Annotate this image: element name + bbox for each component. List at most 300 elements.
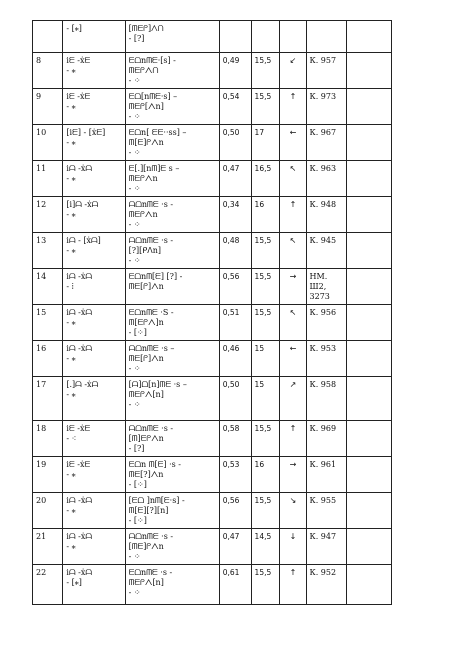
legend-line: [ᗰᗴ]ᑭᐱn bbox=[128, 542, 164, 551]
cell-weight bbox=[219, 197, 251, 233]
diameter-value: 15,5 bbox=[254, 568, 272, 577]
legend-line: [ᗰ]ᗴᑭᐱn bbox=[128, 434, 164, 443]
weight-value: 0,47 bbox=[222, 532, 240, 541]
legend-line: ᗩᗝnᗰᗴ ·s – bbox=[128, 344, 175, 353]
legend-line: ᗴᗝnᗰᗴ ·S - bbox=[128, 308, 174, 317]
legend-line: - ⁘ bbox=[128, 364, 141, 373]
cell-reference bbox=[306, 269, 347, 305]
legend-line: ᗴᗝnᗰᗴ ·s - bbox=[128, 568, 173, 577]
cell-denomination bbox=[63, 161, 125, 197]
cell-die-axis bbox=[280, 197, 306, 233]
cell-denomination bbox=[63, 89, 125, 125]
denomination-line: iᗴ -ẋᗴ bbox=[66, 92, 91, 101]
weight-value: 0,34 bbox=[222, 200, 240, 209]
die-axis-arrow-icon: ↖ bbox=[289, 164, 297, 173]
legend-line: ᗰᗴᑭ[ᐱn] bbox=[128, 102, 164, 111]
cell-weight bbox=[219, 457, 251, 493]
legend-line: ᗰᗴ[ᑭ]ᐱn bbox=[128, 282, 164, 291]
row-number: 16 bbox=[36, 344, 47, 353]
cell-weight bbox=[219, 269, 251, 305]
row-number: 10 bbox=[36, 128, 47, 137]
weight-value: 0,61 bbox=[222, 568, 240, 577]
legend-line: ᗰᗴᑭᐱ[n] bbox=[128, 578, 164, 587]
cell-die-axis bbox=[280, 377, 306, 421]
table-row bbox=[33, 377, 392, 421]
table-row bbox=[33, 305, 392, 341]
denomination-line: iᗩ -ẋᗩ bbox=[66, 344, 92, 353]
weight-value: 0,49 bbox=[222, 56, 240, 65]
cell-diameter bbox=[251, 305, 280, 341]
cell-notes bbox=[347, 21, 392, 53]
reference-line: К. 963 bbox=[309, 164, 337, 173]
cell-number bbox=[33, 341, 63, 377]
legend-line: ᗴᗝnᗰ[ᗴ] [?] - bbox=[128, 272, 183, 281]
denomination-line: - ⁎ bbox=[66, 138, 76, 147]
cell-reference bbox=[306, 493, 347, 529]
cell-die-axis bbox=[280, 457, 306, 493]
legend-line: ᗩᗝnᗰᗴ ·s - bbox=[128, 424, 174, 433]
cell-number bbox=[33, 125, 63, 161]
legend-line: ᗰ[ᗴᑭᐱ]n bbox=[128, 318, 164, 327]
reference-line: К. 957 bbox=[309, 56, 337, 65]
cell-die-axis bbox=[280, 125, 306, 161]
denomination-line: - ⁖ bbox=[66, 434, 77, 443]
diameter-value: 15,5 bbox=[254, 236, 272, 245]
cell-legend bbox=[125, 421, 219, 457]
diameter-value: 15 bbox=[254, 344, 265, 353]
row-number: 15 bbox=[36, 308, 47, 317]
cell-notes bbox=[347, 421, 392, 457]
cell-legend bbox=[125, 161, 219, 197]
row-number: 22 bbox=[36, 568, 47, 577]
cell-number bbox=[33, 421, 63, 457]
denomination-line: iᗩ -ẋᗩ bbox=[66, 532, 92, 541]
cell-diameter bbox=[251, 53, 280, 89]
cell-number bbox=[33, 493, 63, 529]
cell-denomination bbox=[63, 529, 125, 565]
cell-reference bbox=[306, 125, 347, 161]
row-number: 11 bbox=[36, 164, 47, 173]
cell-weight bbox=[219, 125, 251, 161]
weight-value: 0,48 bbox=[222, 236, 240, 245]
reference-line: К. 967 bbox=[309, 128, 337, 137]
reference-line: К. 958 bbox=[309, 380, 337, 389]
cell-reference bbox=[306, 529, 347, 565]
reference-line: К. 969 bbox=[309, 424, 337, 433]
denomination-line: - ⁞ bbox=[66, 282, 74, 291]
cell-weight bbox=[219, 305, 251, 341]
legend-line: ᗴᗝnᗰᗴ·[s] - bbox=[128, 56, 176, 65]
cell-denomination bbox=[63, 493, 125, 529]
cell-weight bbox=[219, 529, 251, 565]
cell-number bbox=[33, 565, 63, 605]
cell-die-axis bbox=[280, 529, 306, 565]
cell-die-axis bbox=[280, 341, 306, 377]
cell-legend bbox=[125, 53, 219, 89]
legend-line: ᗰᗴᑭᐱᑎ bbox=[128, 66, 159, 75]
legend-line: - [?] bbox=[128, 444, 145, 453]
legend-line: [ᗰᗴᑭ]⋀ᑎ bbox=[128, 24, 164, 33]
table-row bbox=[33, 341, 392, 377]
legend-line: ᗩᗝnᗰᗴ ·s - bbox=[128, 200, 174, 209]
legend-line: - [⁘] bbox=[128, 480, 147, 489]
cell-notes bbox=[347, 565, 392, 605]
legend-line: - [?] bbox=[128, 34, 145, 43]
denomination-line: iᗴ -ẋᗴ bbox=[66, 460, 91, 469]
cell-diameter bbox=[251, 197, 280, 233]
cell-reference bbox=[306, 377, 347, 421]
cell-notes bbox=[347, 161, 392, 197]
table-row bbox=[33, 233, 392, 269]
diameter-value: 16 bbox=[254, 200, 265, 209]
reference-line: К. 973 bbox=[309, 92, 337, 101]
cell-diameter bbox=[251, 89, 280, 125]
denomination-line: - ⁎ bbox=[66, 102, 76, 111]
cell-diameter bbox=[251, 341, 280, 377]
cell-diameter bbox=[251, 233, 280, 269]
cell-notes bbox=[347, 197, 392, 233]
diameter-value: 14,5 bbox=[254, 532, 272, 541]
weight-value: 0,50 bbox=[222, 128, 240, 137]
cell-reference bbox=[306, 197, 347, 233]
cell-die-axis bbox=[280, 233, 306, 269]
cell-legend bbox=[125, 305, 219, 341]
legend-line: [ᗩ]ᗝ[n]ᗰᗴ ·s – bbox=[128, 380, 187, 389]
cell-reference bbox=[306, 89, 347, 125]
row-number: 14 bbox=[36, 272, 47, 281]
cell-number bbox=[33, 233, 63, 269]
denomination-line: - ⁎ bbox=[66, 66, 76, 75]
cell-die-axis bbox=[280, 53, 306, 89]
denomination-line: - ⁎ bbox=[66, 470, 76, 479]
cell-weight bbox=[219, 53, 251, 89]
cell-reference bbox=[306, 421, 347, 457]
cell-number bbox=[33, 21, 63, 53]
denomination-line: - ⁎ bbox=[66, 506, 76, 515]
legend-line: ᗩᗝnᗰᗴ ·s - bbox=[128, 236, 174, 245]
cell-notes bbox=[347, 89, 392, 125]
cell-legend bbox=[125, 21, 219, 53]
cell-reference bbox=[306, 341, 347, 377]
row-number: 19 bbox=[36, 460, 47, 469]
table-row bbox=[33, 21, 392, 53]
cell-diameter bbox=[251, 421, 280, 457]
denomination-line: - ⁎ bbox=[66, 246, 76, 255]
legend-line: - ⁘ bbox=[128, 552, 141, 561]
diameter-value: 15,5 bbox=[254, 424, 272, 433]
die-axis-arrow-icon: ↑ bbox=[289, 200, 297, 209]
reference-line: К. 956 bbox=[309, 308, 337, 317]
cell-legend bbox=[125, 269, 219, 305]
cell-die-axis bbox=[280, 161, 306, 197]
denomination-line: iᗴ -ẋᗴ bbox=[66, 424, 91, 433]
weight-value: 0,53 bbox=[222, 460, 240, 469]
cell-notes bbox=[347, 233, 392, 269]
denomination-line: - ⁎ bbox=[66, 354, 76, 363]
cell-notes bbox=[347, 457, 392, 493]
weight-value: 0,50 bbox=[222, 380, 240, 389]
cell-notes bbox=[347, 341, 392, 377]
legend-line: - [⁘] bbox=[128, 516, 147, 525]
cell-number bbox=[33, 197, 63, 233]
cell-legend bbox=[125, 125, 219, 161]
cell-denomination bbox=[63, 21, 125, 53]
legend-line: ᗰᗴᑭᐱn bbox=[128, 210, 158, 219]
cell-reference bbox=[306, 21, 347, 53]
table-row bbox=[33, 125, 392, 161]
cell-notes bbox=[347, 377, 392, 421]
cell-die-axis bbox=[280, 565, 306, 605]
table-row bbox=[33, 421, 392, 457]
cell-die-axis bbox=[280, 493, 306, 529]
cell-legend bbox=[125, 233, 219, 269]
cell-number bbox=[33, 305, 63, 341]
cell-weight bbox=[219, 565, 251, 605]
cell-denomination bbox=[63, 341, 125, 377]
die-axis-arrow-icon: ← bbox=[289, 344, 297, 353]
diameter-value: 15,5 bbox=[254, 496, 272, 505]
legend-line: - ⁘ bbox=[128, 256, 141, 265]
cell-legend bbox=[125, 529, 219, 565]
reference-line: К. 955 bbox=[309, 496, 337, 505]
coin-catalog-table bbox=[32, 20, 392, 605]
table-row bbox=[33, 161, 392, 197]
cell-notes bbox=[347, 493, 392, 529]
table-body bbox=[33, 21, 392, 605]
cell-weight bbox=[219, 89, 251, 125]
reference-line: К. 953 bbox=[309, 344, 337, 353]
cell-diameter bbox=[251, 125, 280, 161]
row-number: 13 bbox=[36, 236, 47, 245]
cell-diameter bbox=[251, 161, 280, 197]
reference-line: К. 945 bbox=[309, 236, 337, 245]
die-axis-arrow-icon: ↖ bbox=[289, 308, 297, 317]
row-number: 21 bbox=[36, 532, 47, 541]
cell-denomination bbox=[63, 421, 125, 457]
cell-reference bbox=[306, 457, 347, 493]
denomination-line: [iᗴ] - [ẋᗴ] bbox=[66, 128, 106, 137]
denomination-line: iᗩ -ẋᗩ bbox=[66, 308, 92, 317]
cell-weight bbox=[219, 233, 251, 269]
cell-number bbox=[33, 377, 63, 421]
cell-diameter bbox=[251, 377, 280, 421]
legend-line: - [⁘] bbox=[128, 328, 147, 337]
table-row bbox=[33, 565, 392, 605]
cell-legend bbox=[125, 197, 219, 233]
die-axis-arrow-icon: → bbox=[289, 460, 297, 469]
denomination-line: [.]ᗩ -ẋᗩ bbox=[66, 380, 99, 389]
die-axis-arrow-icon: ↗ bbox=[289, 380, 297, 389]
reference-line: К. 948 bbox=[309, 200, 337, 209]
cell-die-axis bbox=[280, 421, 306, 457]
cell-die-axis bbox=[280, 89, 306, 125]
denomination-line: - ⁎ bbox=[66, 318, 76, 327]
cell-diameter bbox=[251, 269, 280, 305]
table-row bbox=[33, 89, 392, 125]
denomination-line: - ⁎ bbox=[66, 390, 76, 399]
legend-line: ᗩᗝnᗰᗴ ·s - bbox=[128, 532, 174, 541]
cell-legend bbox=[125, 565, 219, 605]
die-axis-arrow-icon: ↓ bbox=[289, 532, 297, 541]
die-axis-arrow-icon: ↘ bbox=[289, 496, 297, 505]
denomination-line: - [⁎] bbox=[66, 24, 82, 33]
diameter-value: 15,5 bbox=[254, 308, 272, 317]
cell-notes bbox=[347, 305, 392, 341]
denomination-line: - ⁎ bbox=[66, 174, 76, 183]
denomination-line: iᗩ -ẋᗩ bbox=[66, 568, 92, 577]
cell-denomination bbox=[63, 457, 125, 493]
cell-weight bbox=[219, 161, 251, 197]
cell-number bbox=[33, 161, 63, 197]
legend-line: ᗴᗝn[ ᗴᗴ··ss] – bbox=[128, 128, 187, 137]
die-axis-arrow-icon: ↖ bbox=[289, 236, 297, 245]
cell-denomination bbox=[63, 197, 125, 233]
cell-weight bbox=[219, 21, 251, 53]
cell-notes bbox=[347, 529, 392, 565]
legend-line: ᗰᗴᑭᐱn bbox=[128, 174, 158, 183]
cell-die-axis bbox=[280, 269, 306, 305]
cell-number bbox=[33, 529, 63, 565]
table-row bbox=[33, 493, 392, 529]
table-row bbox=[33, 529, 392, 565]
weight-value: 0,56 bbox=[222, 272, 240, 281]
cell-diameter bbox=[251, 457, 280, 493]
row-number: 9 bbox=[36, 92, 42, 101]
cell-die-axis bbox=[280, 305, 306, 341]
weight-value: 0,51 bbox=[222, 308, 240, 317]
cell-number bbox=[33, 53, 63, 89]
denomination-line: iᗩ -ẋᗩ bbox=[66, 272, 92, 281]
reference-line: К. 961 bbox=[309, 460, 337, 469]
denomination-line: - ⁎ bbox=[66, 542, 76, 551]
diameter-value: 16,5 bbox=[254, 164, 272, 173]
cell-reference bbox=[306, 53, 347, 89]
legend-line: ᗰ[ᗴ]ᑭᐱn bbox=[128, 138, 164, 147]
legend-line: ᗴᗝ[nᗰᗴ·s] – bbox=[128, 92, 178, 101]
reference-line: К. 947 bbox=[309, 532, 337, 541]
legend-line: - ⁘ bbox=[128, 76, 141, 85]
cell-denomination bbox=[63, 305, 125, 341]
diameter-value: 15 bbox=[254, 380, 265, 389]
cell-number bbox=[33, 269, 63, 305]
cell-reference bbox=[306, 161, 347, 197]
cell-weight bbox=[219, 421, 251, 457]
legend-line: ᗴᗝn ᗰ[ᗴ] ·s - bbox=[128, 460, 181, 469]
row-number: 18 bbox=[36, 424, 47, 433]
table-row bbox=[33, 53, 392, 89]
table-row bbox=[33, 269, 392, 305]
cell-reference bbox=[306, 305, 347, 341]
cell-notes bbox=[347, 125, 392, 161]
cell-notes bbox=[347, 53, 392, 89]
cell-weight bbox=[219, 377, 251, 421]
legend-line: - ⁘ bbox=[128, 220, 141, 229]
denomination-line: iᗩ -ẋᗩ bbox=[66, 496, 92, 505]
cell-denomination bbox=[63, 565, 125, 605]
legend-line: - ⁘ bbox=[128, 588, 141, 597]
legend-line: ᗰᗴᑭᐱ[n] bbox=[128, 390, 164, 399]
cell-weight bbox=[219, 493, 251, 529]
cell-legend bbox=[125, 493, 219, 529]
legend-line: [ᗴᗝ ]nᗰ[ᗴ·s] - bbox=[128, 496, 185, 505]
die-axis-arrow-icon: ↙ bbox=[289, 56, 297, 65]
cell-legend bbox=[125, 457, 219, 493]
die-axis-arrow-icon: → bbox=[289, 272, 297, 281]
die-axis-arrow-icon: ↑ bbox=[289, 92, 297, 101]
cell-legend bbox=[125, 341, 219, 377]
weight-value: 0,58 bbox=[222, 424, 240, 433]
reference-line: 3273 bbox=[309, 292, 330, 301]
cell-denomination bbox=[63, 53, 125, 89]
cell-weight bbox=[219, 341, 251, 377]
table-row bbox=[33, 457, 392, 493]
diameter-value: 17 bbox=[254, 128, 265, 137]
denomination-line: iᗴ -ẋᗴ bbox=[66, 56, 91, 65]
diameter-value: 16 bbox=[254, 460, 265, 469]
cell-notes bbox=[347, 269, 392, 305]
table-row bbox=[33, 197, 392, 233]
legend-line: - ⁘ bbox=[128, 400, 141, 409]
row-number: 8 bbox=[36, 56, 42, 65]
denomination-line: iᗩ -ẋᗩ bbox=[66, 164, 92, 173]
denomination-line: - [⁎] bbox=[66, 578, 82, 587]
legend-line: ᗰᗴ[ᑭ]ᐱn bbox=[128, 354, 164, 363]
cell-diameter bbox=[251, 529, 280, 565]
row-number: 17 bbox=[36, 380, 47, 389]
weight-value: 0,46 bbox=[222, 344, 240, 353]
row-number: 12 bbox=[36, 200, 47, 209]
die-axis-arrow-icon: ↑ bbox=[289, 424, 297, 433]
cell-diameter bbox=[251, 565, 280, 605]
denomination-line: [i]ᗩ -ẋᗩ bbox=[66, 200, 99, 209]
diameter-value: 15,5 bbox=[254, 272, 272, 281]
legend-line: ᗰᗴ[?]ᐱn bbox=[128, 470, 164, 479]
reference-line: Ш2, bbox=[309, 282, 327, 291]
die-axis-arrow-icon: ← bbox=[289, 128, 297, 137]
legend-line: ᗴ[.][nᗰ]ᗴ s – bbox=[128, 164, 180, 173]
cell-denomination bbox=[63, 377, 125, 421]
cell-legend bbox=[125, 89, 219, 125]
weight-value: 0,54 bbox=[222, 92, 240, 101]
cell-reference bbox=[306, 565, 347, 605]
weight-value: 0,56 bbox=[222, 496, 240, 505]
cell-die-axis bbox=[280, 21, 306, 53]
row-number: 20 bbox=[36, 496, 47, 505]
cell-diameter bbox=[251, 21, 280, 53]
cell-denomination bbox=[63, 233, 125, 269]
legend-line: ᗰ[ᗴ][?][n] bbox=[128, 506, 169, 515]
cell-denomination bbox=[63, 269, 125, 305]
cell-denomination bbox=[63, 125, 125, 161]
die-axis-arrow-icon: ↑ bbox=[289, 568, 297, 577]
reference-line: НМ. bbox=[309, 272, 328, 281]
reference-line: К. 952 bbox=[309, 568, 337, 577]
cell-number bbox=[33, 457, 63, 493]
cell-reference bbox=[306, 233, 347, 269]
legend-line: - ⁘ bbox=[128, 112, 141, 121]
legend-line: [?][ᑭᐱn] bbox=[128, 246, 162, 255]
cell-legend bbox=[125, 377, 219, 421]
weight-value: 0,47 bbox=[222, 164, 240, 173]
denomination-line: iᗩ - [ẋᗩ] bbox=[66, 236, 101, 245]
diameter-value: 15,5 bbox=[254, 92, 272, 101]
diameter-value: 15,5 bbox=[254, 56, 272, 65]
legend-line: - ⁘ bbox=[128, 184, 141, 193]
cell-number bbox=[33, 89, 63, 125]
cell-diameter bbox=[251, 493, 280, 529]
denomination-line: - ⁎ bbox=[66, 210, 76, 219]
legend-line: - ⁘ bbox=[128, 148, 141, 157]
